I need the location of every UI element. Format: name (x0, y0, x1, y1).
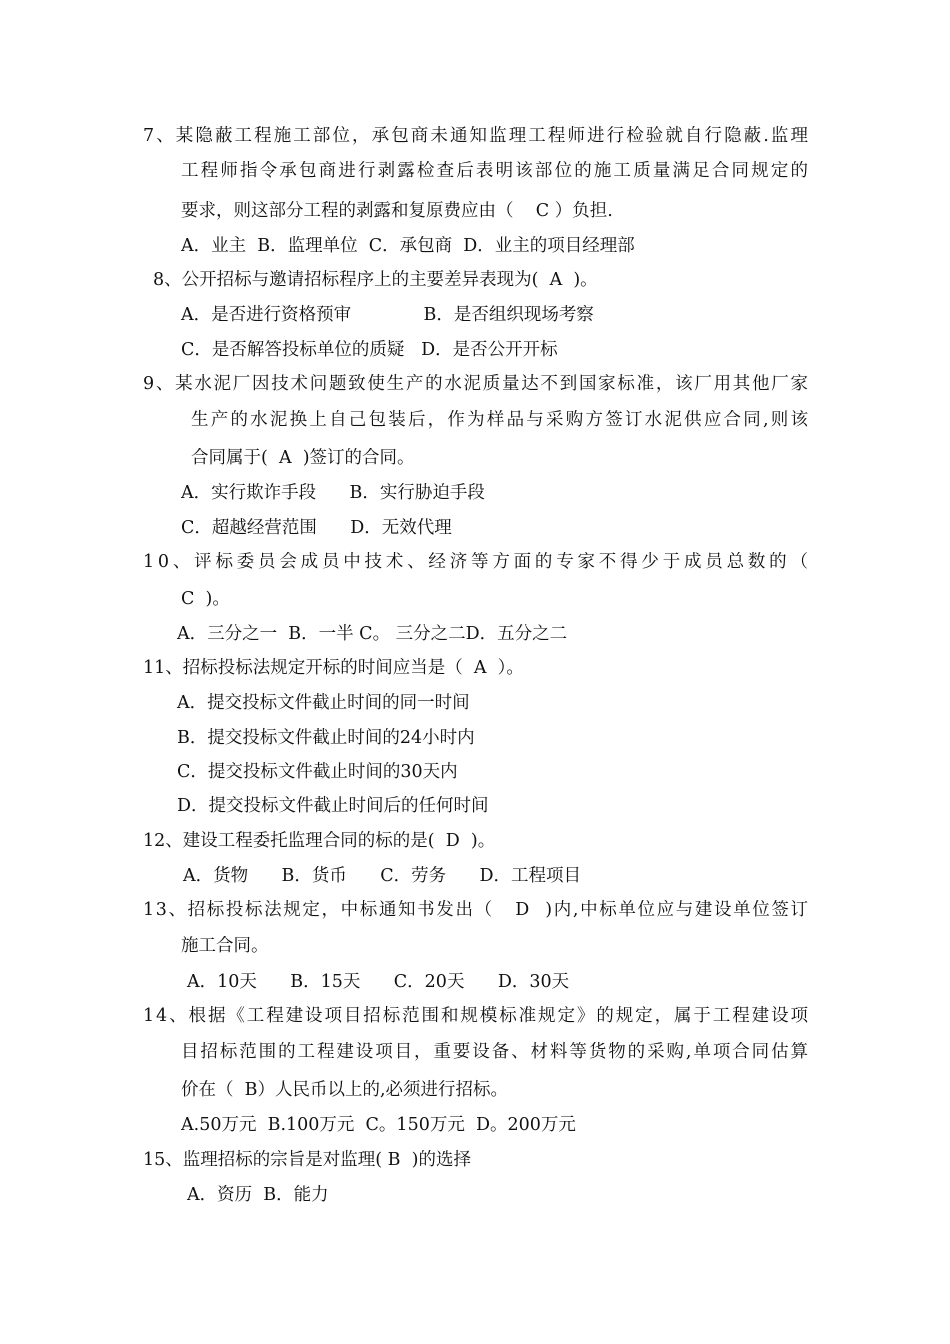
q9-line-2: 生产的水泥换上自己包装后，作为样品与采购方签订水泥供应合同,则该 (191, 410, 811, 430)
q11-option-c: C．提交投标文件截止时间的30天内 (177, 762, 458, 782)
q12-options: A．货物 B．货币 C．劳务 D．工程项目 (183, 866, 582, 886)
q12-stem: 12、建设工程委托监理合同的标的是( D )。 (143, 831, 496, 851)
q13-options: A．10天 B．15天 C．20天 D．30天 (187, 972, 570, 992)
q7-line-3: 要求，则这部分工程的剥露和复原费应由（ C ）负担. (181, 201, 613, 221)
q10-line-2: C )。 (181, 589, 230, 609)
q14-options: A.50万元 B.100万元 C。150万元 D。200万元 (181, 1115, 576, 1135)
q13-line-1: 13、招标投标法规定，中标通知书发出（ D )内,中标单位应与建设单位签订 (143, 900, 810, 920)
q10-line-1: 10、评标委员会成员中技术、经济等方面的专家不得少于成员总数的（ (143, 552, 812, 572)
q9-line-3: 合同属于( A )签订的合同。 (191, 448, 415, 468)
q11-option-b: B．提交投标文件截止时间的24小时内 (177, 728, 475, 748)
q11-option-a: A．提交投标文件截止时间的同一时间 (177, 693, 470, 713)
q14-line-2: 目招标范围的工程建设项目，重要设备、材料等货物的采购,单项合同估算 (181, 1042, 810, 1062)
q11-stem: 11、招标投标法规定开标的时间应当是（ A ）。 (143, 658, 524, 678)
q7-line-2: 工程师指令承包商进行剥露检查后表明该部位的施工质量满足合同规定的 (181, 161, 811, 181)
q15-options: A．资历 B．能力 (187, 1185, 329, 1205)
q8-options-ab: A．是否进行资格预审 B．是否组织现场考察 (181, 305, 594, 325)
q14-line-1: 14、根据《工程建设项目招标范围和规模标准规定》的规定，属于工程建设项 (143, 1006, 810, 1026)
q9-options-cd: C．超越经营范围 D．无效代理 (181, 518, 452, 538)
q9-line-1: 9、某水泥厂因技术问题致使生产的水泥质量达不到国家标准，该厂用其他厂家 (143, 374, 810, 394)
q13-line-2: 施工合同。 (181, 936, 269, 956)
q8-options-cd: C．是否解答投标单位的质疑 D．是否公开开标 (181, 340, 558, 360)
q8-stem: 8、公开招标与邀请招标程序上的主要差异表现为( A )。 (153, 270, 598, 290)
q9-options-ab: A．实行欺诈手段 B．实行胁迫手段 (181, 483, 485, 503)
q7-options: A．业主 B．监理单位 C．承包商 D．业主的项目经理部 (181, 236, 635, 256)
q15-stem: 15、监理招标的宗旨是对监理( B )的选择 (143, 1150, 471, 1170)
q10-options: A．三分之一 B．一半 C。 三分之二D．五分之二 (177, 624, 568, 644)
q7-line-1: 7、某隐蔽工程施工部位，承包商未通知监理工程师进行检验就自行隐蔽.监理 (143, 126, 811, 146)
q11-option-d: D．提交投标文件截止时间后的任何时间 (177, 796, 489, 816)
q14-line-3: 价在（ B）人民币以上的,必须进行招标。 (181, 1080, 509, 1100)
